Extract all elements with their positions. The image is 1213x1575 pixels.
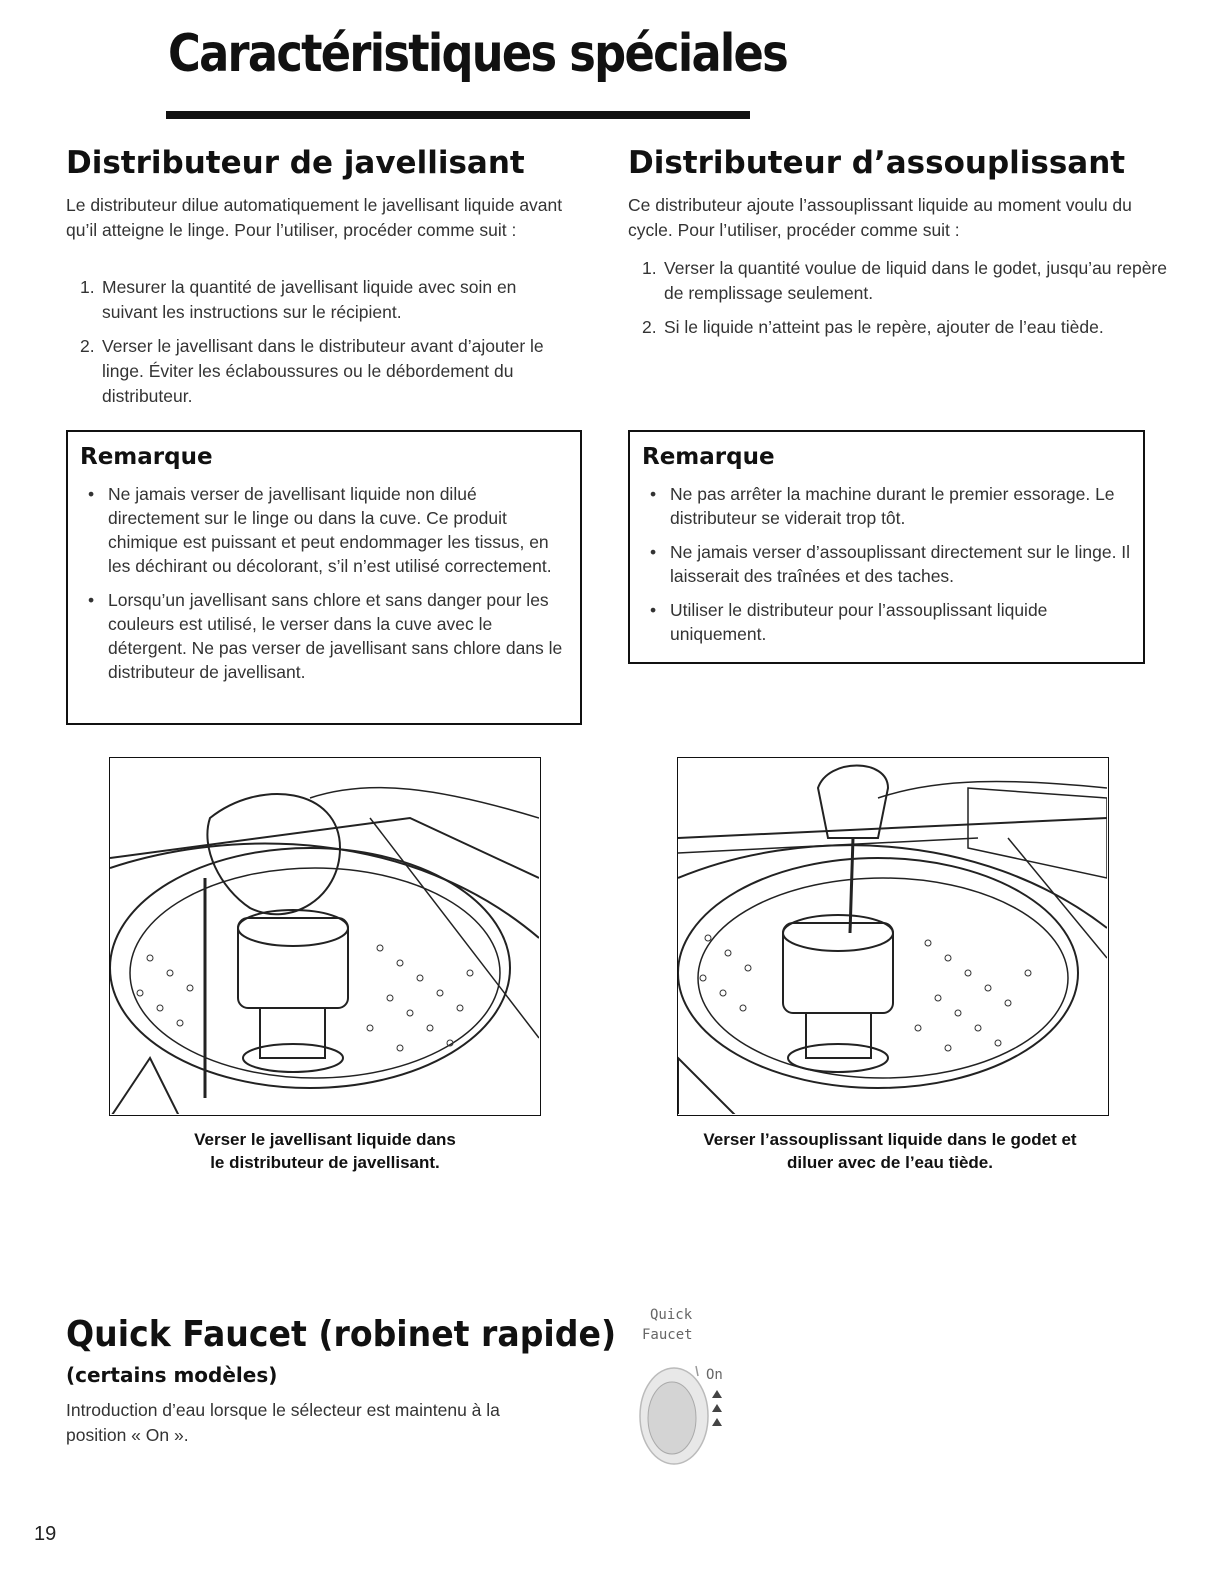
step-number: 1.: [80, 277, 95, 297]
bleach-caption: [109, 1128, 541, 1174]
bullet: •: [650, 600, 657, 620]
bullet: •: [88, 484, 95, 504]
quick-faucet-subheading: (certains modèles): [66, 1363, 278, 1387]
note-item: [80, 588, 568, 684]
note-list: [80, 482, 568, 684]
note-text: Ne jamais verser d’assouplissant directement sur le linge. Il laisserait des traînées et des taches.: [670, 542, 1131, 586]
bullet: •: [88, 590, 95, 610]
quick-faucet-text: Introduction d’eau lorsque le sélecteur est maintenu à la position « On ».: [66, 1400, 500, 1445]
softener-step-1: [628, 256, 1168, 306]
bleach-heading: Distributeur de javellisant: [66, 145, 525, 181]
note-text: Ne jamais verser de javellisant liquide non dilué directement sur le linge ou dans la cuve. Ce produit chimique est puissant et peut endommager les tissus, en les déchirant ou décolorant, s’il n’est utilisé correctement.: [108, 484, 552, 576]
step-text: Si le liquide n’atteint pas le repère, ajouter de l’eau tiède.: [664, 317, 1104, 337]
softener-note-box: [628, 430, 1145, 664]
softener-caption: [660, 1128, 1120, 1174]
page-number: 19: [34, 1523, 57, 1545]
softener-heading: Distributeur d’assouplissant: [628, 145, 1126, 181]
note-text: Ne pas arrêter la machine durant le premier essorage. Le distributeur se viderait trop tôt.: [670, 484, 1115, 528]
step-text: Verser le javellisant dans le distributeur avant d’ajouter le linge. Éviter les éclaboussures ou le débordement du distributeur.: [102, 336, 544, 406]
bleach-step-1: [66, 275, 576, 325]
note-item: [642, 598, 1131, 646]
step-number: 2.: [642, 317, 657, 337]
quick-faucet-heading: Quick Faucet (robinet rapide): [66, 1314, 617, 1355]
dial-label-line1: Quick: [650, 1307, 693, 1323]
bleach-steps: [66, 275, 576, 418]
note-title: Remarque: [80, 444, 213, 470]
title-rule: [166, 111, 750, 119]
softener-illustration: [677, 757, 1109, 1116]
bleach-intro: Le distributeur dilue automatiquement le javellisant liquide avant qu’il atteigne le linge. Pour l’utiliser, procéder comme suit :: [66, 195, 563, 240]
note-title: Remarque: [642, 444, 775, 470]
bullet: •: [650, 484, 657, 504]
note-text: Utiliser le distributeur pour l’assouplissant liquide uniquement.: [670, 600, 1048, 644]
bullet: •: [650, 542, 657, 562]
dial-label-line2: Faucet: [642, 1327, 693, 1343]
note-list: [642, 482, 1131, 646]
caption-line: Verser l’assouplissant liquide dans le godet et: [703, 1130, 1077, 1149]
bleach-step-2: [66, 334, 576, 409]
washer-bleach-image: [110, 758, 539, 1114]
step-number: 2.: [80, 336, 95, 356]
caption-line: diluer avec de l’eau tiède.: [787, 1153, 993, 1172]
caption-line: Verser le javellisant liquide dans: [194, 1130, 456, 1149]
step-text: Verser la quantité voulue de liquid dans le godet, jusqu’au repère de remplissage seulement.: [664, 258, 1167, 303]
step-text: Mesurer la quantité de javellisant liquide avec soin en suivant les instructions sur le récipient.: [102, 277, 517, 322]
note-item: [642, 540, 1131, 588]
bleach-note-box: [66, 430, 582, 725]
softener-step-2: [628, 315, 1168, 340]
page-title: Caractéristiques spéciales: [168, 24, 788, 84]
note-item: [642, 482, 1131, 530]
step-number: 1.: [642, 258, 657, 278]
dial-on-label: On: [706, 1367, 723, 1383]
quick-faucet-dial: [636, 1306, 756, 1476]
note-text: Lorsqu’un javellisant sans chlore et sans danger pour les couleurs est utilisé, le verser dans la cuve avec le détergent. Ne pas verser de javellisant sans chlore dans le distributeur de javellisant.: [108, 590, 563, 682]
softener-steps: [628, 256, 1168, 349]
washer-softener-image: [678, 758, 1107, 1114]
bleach-illustration: [109, 757, 541, 1116]
caption-line: le distributeur de javellisant.: [210, 1153, 440, 1172]
up-arrows-icon: [710, 1388, 724, 1436]
softener-intro: Ce distributeur ajoute l’assouplissant liquide au moment voulu du cycle. Pour l’utiliser, procéder comme suit :: [628, 195, 1132, 240]
note-item: [80, 482, 568, 578]
